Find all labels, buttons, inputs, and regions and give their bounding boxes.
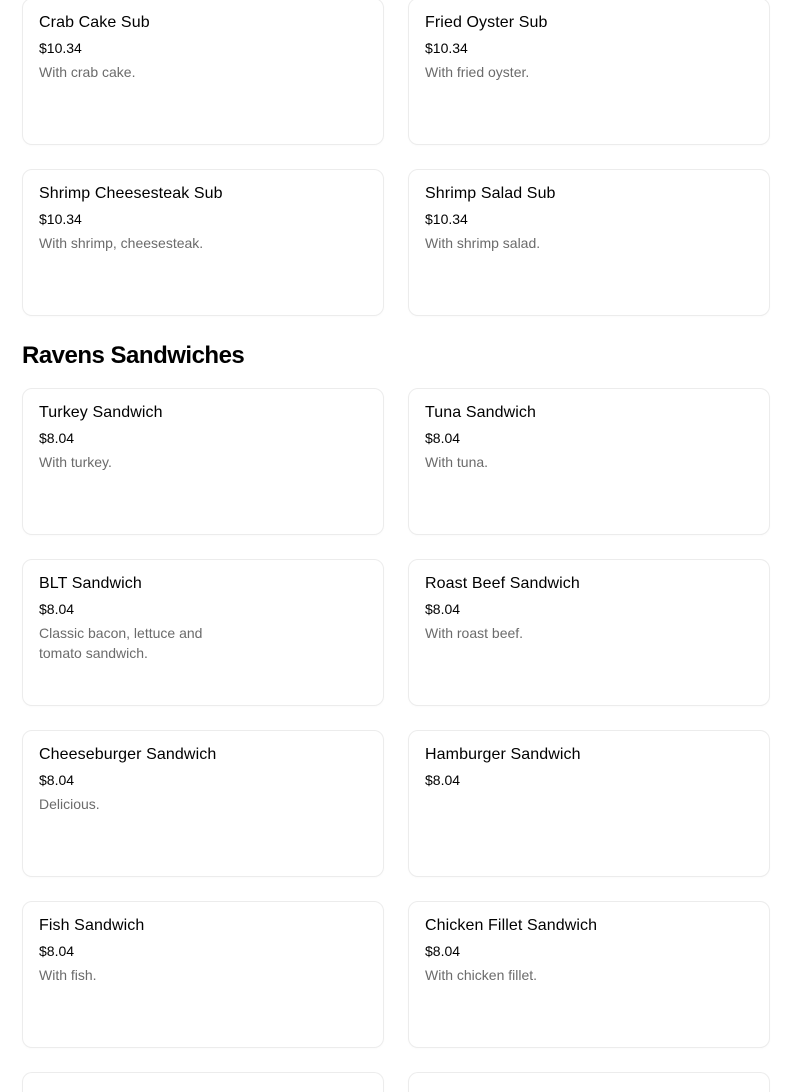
section-title: Ravens Sandwiches bbox=[22, 342, 245, 369]
item-name: Tuna Sandwich bbox=[425, 404, 536, 421]
item-price: $10.34 bbox=[425, 40, 468, 56]
item-description: With roast beef. bbox=[425, 625, 524, 641]
menu-item-card[interactable] bbox=[408, 730, 770, 877]
menu-item-card[interactable] bbox=[22, 169, 384, 316]
menu-item-card-partial[interactable] bbox=[408, 1072, 770, 1092]
item-name: Chicken Fillet Sandwich bbox=[425, 917, 598, 934]
item-name: Fried Oyster Sub bbox=[425, 14, 548, 31]
item-description: With crab cake. bbox=[39, 64, 136, 80]
item-price: $8.04 bbox=[39, 772, 75, 788]
menu-item-card[interactable] bbox=[408, 559, 770, 706]
item-price: $10.34 bbox=[425, 211, 468, 227]
item-name: BLT Sandwich bbox=[39, 575, 142, 592]
item-name: Hamburger Sandwich bbox=[425, 746, 581, 763]
menu-item-card[interactable] bbox=[22, 559, 384, 706]
menu-item-card[interactable] bbox=[22, 901, 384, 1048]
item-price: $10.34 bbox=[39, 211, 82, 227]
menu-item-card[interactable] bbox=[22, 730, 384, 877]
item-price: $8.04 bbox=[39, 601, 75, 617]
item-name: Roast Beef Sandwich bbox=[425, 575, 580, 592]
item-price: $10.34 bbox=[39, 40, 82, 56]
item-description: With fish. bbox=[39, 967, 97, 983]
item-description: With tuna. bbox=[425, 454, 489, 470]
menu-item-card-partial[interactable] bbox=[22, 1072, 384, 1092]
item-price: $8.04 bbox=[425, 430, 461, 446]
item-description: Classic bacon, lettuce and tomato sandwich. bbox=[39, 625, 203, 661]
menu-item-card[interactable] bbox=[22, 0, 384, 145]
menu-item-card[interactable] bbox=[408, 169, 770, 316]
item-name: Fish Sandwich bbox=[39, 917, 145, 934]
item-price: $8.04 bbox=[425, 943, 461, 959]
item-price: $8.04 bbox=[425, 772, 461, 788]
menu-item-card[interactable] bbox=[408, 388, 770, 535]
item-description: With turkey. bbox=[39, 454, 112, 470]
item-name: Shrimp Cheesesteak Sub bbox=[39, 185, 223, 202]
item-description: Delicious. bbox=[39, 796, 100, 812]
item-name: Crab Cake Sub bbox=[39, 14, 150, 31]
item-name: Turkey Sandwich bbox=[39, 404, 163, 421]
item-description: With chicken fillet. bbox=[425, 967, 538, 983]
item-name: Shrimp Salad Sub bbox=[425, 185, 556, 202]
menu-item-card[interactable] bbox=[408, 901, 770, 1048]
item-description: With shrimp, cheesesteak. bbox=[39, 235, 204, 251]
item-price: $8.04 bbox=[39, 430, 75, 446]
menu-item-card[interactable] bbox=[22, 388, 384, 535]
item-price: $8.04 bbox=[425, 601, 461, 617]
item-description: With fried oyster. bbox=[425, 64, 530, 80]
item-price: $8.04 bbox=[39, 943, 75, 959]
item-name: Cheeseburger Sandwich bbox=[39, 746, 217, 763]
menu-item-card[interactable] bbox=[408, 0, 770, 145]
item-description: With shrimp salad. bbox=[425, 235, 541, 251]
